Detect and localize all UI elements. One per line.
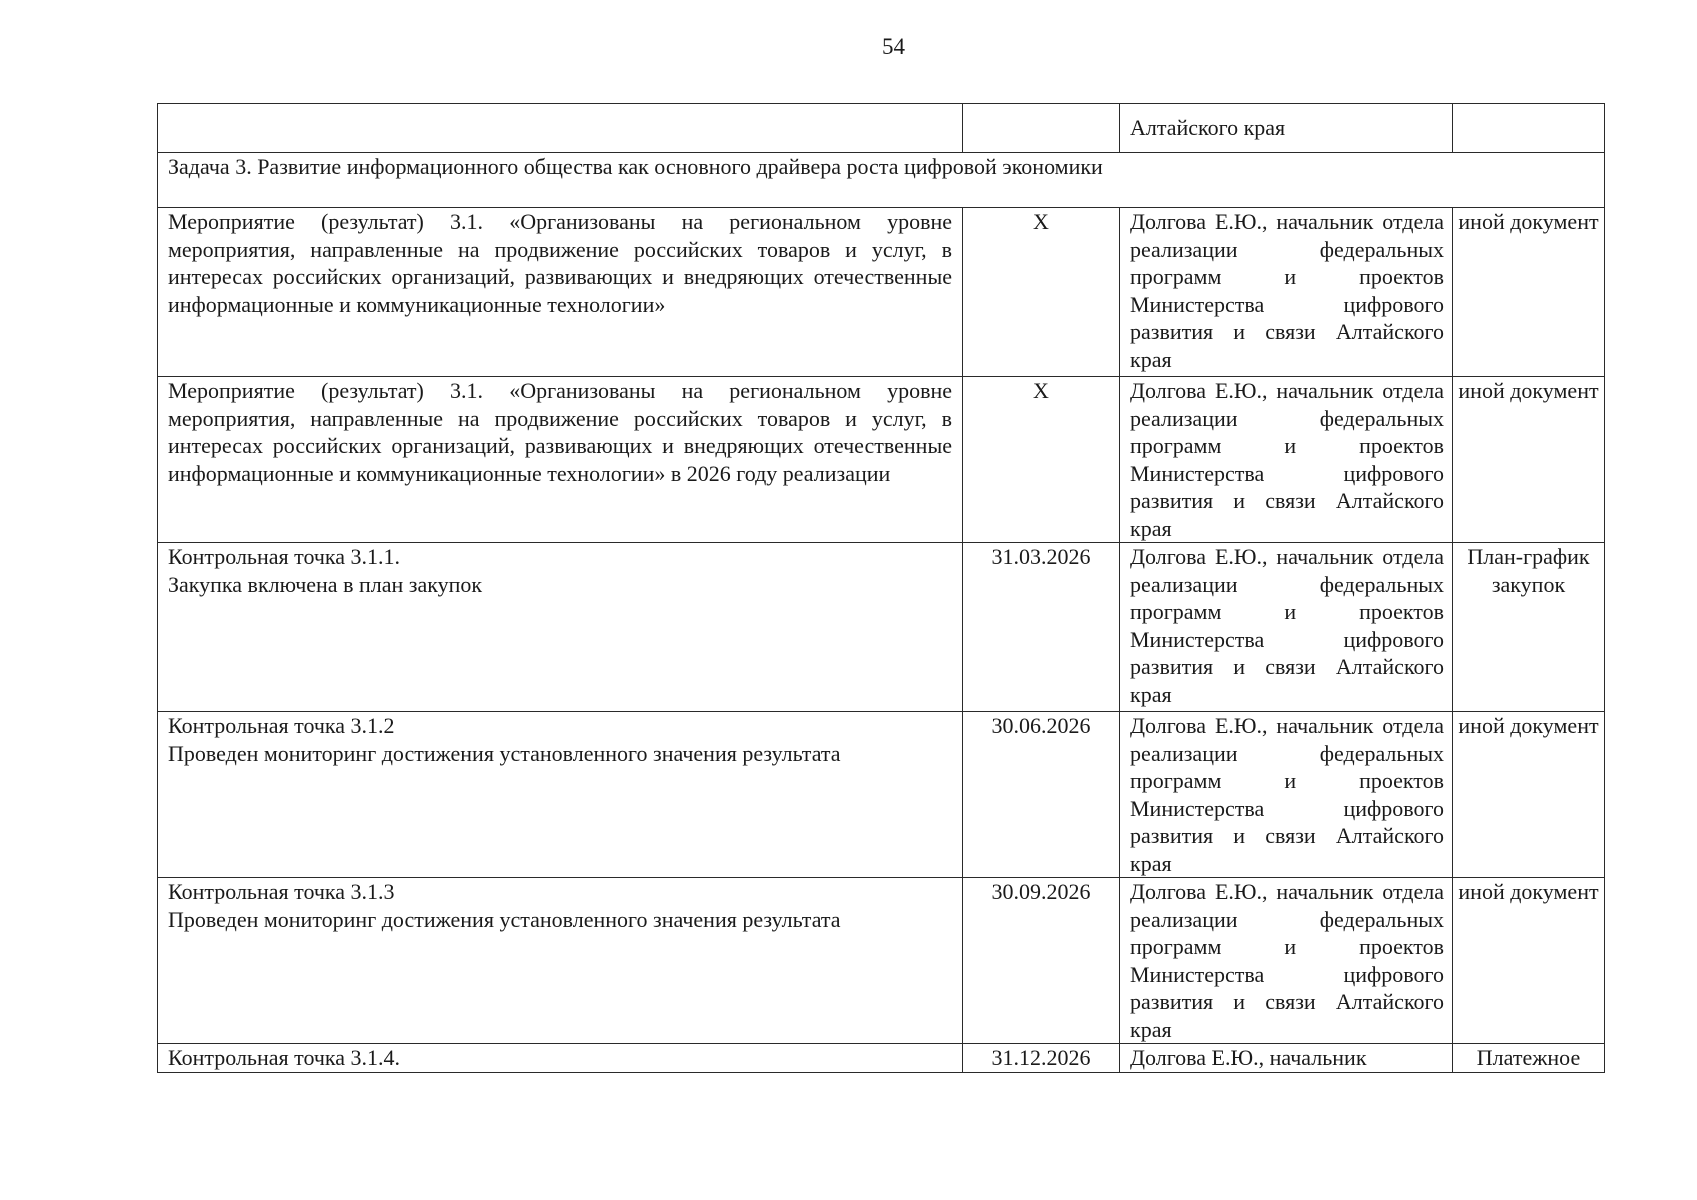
checkpoint-description: Проведен мониторинг достижения установленного значения результата bbox=[168, 740, 841, 766]
checkpoint-name bbox=[158, 712, 963, 878]
checkpoint-name bbox=[158, 543, 963, 712]
checkpoint-name bbox=[158, 878, 963, 1044]
event-document: иной документ bbox=[1453, 377, 1605, 543]
checkpoint-name bbox=[158, 1044, 963, 1073]
event-term: X bbox=[963, 377, 1120, 543]
checkpoint-document: иной документ bbox=[1453, 712, 1605, 878]
checkpoint-document: иной документ bbox=[1453, 878, 1605, 1044]
event-name: Мероприятие (результат) 3.1. «Организованы на региональном уровне мероприятия, направленные на продвижение российских товаров и услуг, в интересах российских организаций, развивающих и внедряющих отечественные информационные и коммуникационные технологии» bbox=[158, 208, 963, 377]
checkpoint-document: План-график закупок bbox=[1453, 543, 1605, 712]
table-row bbox=[158, 1044, 1605, 1073]
document-cell bbox=[1453, 104, 1605, 153]
table-row bbox=[158, 208, 1605, 377]
checkpoint-date: 30.06.2026 bbox=[963, 712, 1120, 878]
checkpoint-description: Проведен мониторинг достижения установленного значения результата bbox=[168, 906, 841, 932]
checkpoint-title: Контрольная точка 3.1.3 bbox=[168, 879, 395, 904]
checkpoint-responsible: Долгова Е.Ю., начальник отдела реализации федеральных программ и проектов Министерства цифрового развития и связи Алтайского края bbox=[1120, 543, 1453, 712]
term-cell bbox=[963, 104, 1120, 153]
name-cell bbox=[158, 104, 963, 153]
checkpoint-date: 31.03.2026 bbox=[963, 543, 1120, 712]
checkpoint-title: Контрольная точка 3.1.4. bbox=[168, 1045, 401, 1070]
task-heading: Задача 3. Развитие информационного общества как основного драйвера роста цифровой экономики bbox=[158, 153, 1605, 208]
event-term: X bbox=[963, 208, 1120, 377]
table-row bbox=[158, 878, 1605, 1044]
responsible-cell: Алтайского края bbox=[1120, 104, 1453, 153]
page-number: 54 bbox=[882, 34, 905, 59]
table-row bbox=[158, 377, 1605, 543]
checkpoint-responsible: Долгова Е.Ю., начальник bbox=[1120, 1044, 1453, 1073]
event-name: Мероприятие (результат) 3.1. «Организованы на региональном уровне мероприятия, направленные на продвижение российских товаров и услуг, в интересах российских организаций, развивающих и внедряющих отечественные информационные и коммуникационные технологии» в 2026 году реализации bbox=[158, 377, 963, 543]
checkpoint-title: Контрольная точка 3.1.2 bbox=[168, 713, 395, 738]
table-row-continuation bbox=[158, 104, 1605, 153]
checkpoint-date: 30.09.2026 bbox=[963, 878, 1120, 1044]
checkpoint-date: 31.12.2026 bbox=[963, 1044, 1120, 1073]
table-row bbox=[158, 543, 1605, 712]
task-row bbox=[158, 153, 1605, 208]
event-responsible: Долгова Е.Ю., начальник отдела реализации федеральных программ и проектов Министерства цифрового развития и связи Алтайского края bbox=[1120, 208, 1453, 377]
checkpoint-document: Платежное bbox=[1453, 1044, 1605, 1073]
event-responsible: Долгова Е.Ю., начальник отдела реализации федеральных программ и проектов Министерства цифрового развития и связи Алтайского края bbox=[1120, 377, 1453, 543]
plan-table bbox=[157, 103, 1605, 1073]
checkpoint-description: Закупка включена в план закупок bbox=[168, 571, 483, 597]
checkpoint-responsible: Долгова Е.Ю., начальник отдела реализации федеральных программ и проектов Министерства цифрового развития и связи Алтайского края bbox=[1120, 878, 1453, 1044]
event-document: иной документ bbox=[1453, 208, 1605, 377]
checkpoint-responsible: Долгова Е.Ю., начальник отдела реализации федеральных программ и проектов Министерства цифрового развития и связи Алтайского края bbox=[1120, 712, 1453, 878]
checkpoint-title: Контрольная точка 3.1.1. bbox=[168, 544, 401, 569]
table-row bbox=[158, 712, 1605, 878]
